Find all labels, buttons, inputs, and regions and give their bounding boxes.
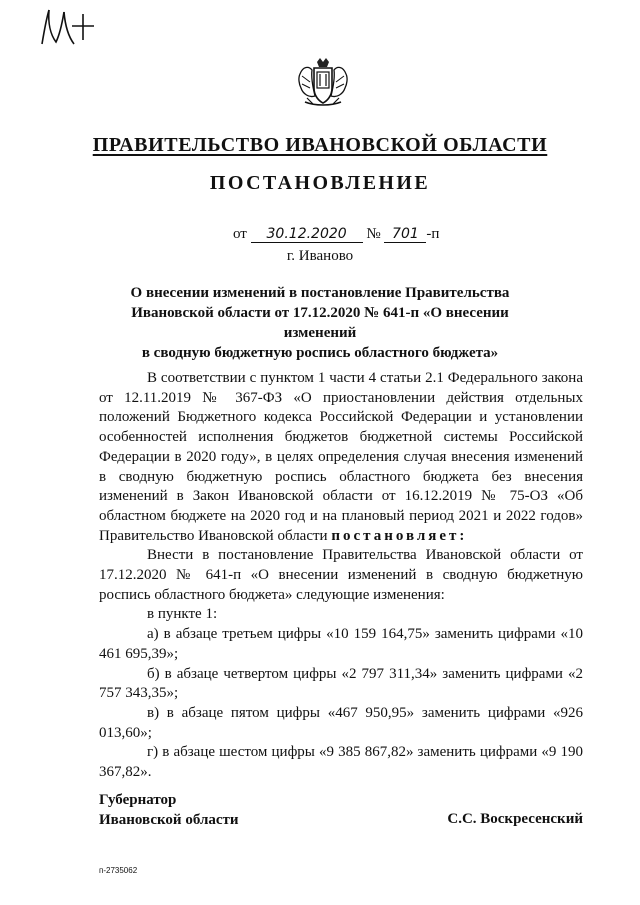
- change-item: г) в абзаце шестом цифры «9 385 867,82» заменить цифрами «9 190 367,82».: [99, 744, 583, 781]
- document-body: [99, 369, 583, 783]
- signatory-title: [99, 790, 339, 830]
- main-clause-paragraph: Внести в постановление Правительства Ивановской области от 17.12.2020 № 641-п «О внесении изменений в сводную бюджетную роспись областного бюджета» следующие изменения:: [99, 547, 583, 603]
- change-item: а) в абзаце третьем цифры «10 159 164,75» заменить цифрами «10 461 695,39»;: [99, 626, 583, 662]
- document-type-title: ПОСТАНОВЛЕНИЕ: [209, 172, 431, 194]
- registration-code: п-2735062: [99, 866, 138, 875]
- heading-line: О внесении изменений в постановление Правительства: [130, 285, 510, 301]
- resolves-word: постановляет:: [331, 527, 468, 544]
- document-heading: [100, 283, 540, 363]
- handwritten-mark: [34, 4, 98, 48]
- coat-of-arms-emblem: [297, 58, 349, 108]
- handwritten-number: 701: [384, 227, 426, 243]
- change-item: б) в абзаце четвертом цифры «2 797 311,34» заменить цифрами «2 757 343,35»;: [99, 665, 583, 702]
- city-line: г. Иваново: [286, 248, 354, 264]
- preamble-text: В соответствии с пунктом 1 части 4 статьи 2.1 Федерального закона от 12.11.2019 № 367-ФЗ «О приостановлении действия отдельных положений Бюджетного кодекса Российской Федерации и установлении особенностей исполнения бюджетов бюджетной системы Российской Федерации в 2020 году», в целях определения случая внесения изменений в сводную бюджетную роспись областного бюджета без внесения изменений в Закон Ивановской области от 16.12.2019 № 75-ОЗ «Об областном бюджете на 2020 год и на плановый период 2021 и 2022 годов» Правительство Ивановской области: [99, 370, 583, 544]
- change-item: в) в абзаце пятом цифры «467 950,95» заменить цифрами «926 013,60»;: [99, 704, 583, 741]
- date-number-line: [233, 226, 493, 243]
- number-suffix: -п: [426, 226, 440, 242]
- signatory-region: Ивановской области: [99, 812, 239, 828]
- heading-line: в сводную бюджетную роспись областного бюджета»: [141, 345, 499, 361]
- point-intro: в пункте 1:: [147, 606, 218, 623]
- number-prefix: №: [366, 226, 381, 242]
- government-title: ПРАВИТЕЛЬСТВО ИВАНОВСКОЙ ОБЛАСТИ: [92, 134, 548, 156]
- signatory-position: Губернатор: [99, 792, 177, 808]
- preamble-paragraph: [99, 369, 583, 546]
- date-prefix: от: [233, 226, 247, 242]
- handwritten-date: 30.12.2020: [251, 227, 363, 243]
- signatory-name: С.С. Воскресенский: [447, 811, 583, 827]
- heading-line: Ивановской области от 17.12.2020 № 641-п «О внесении изменений: [131, 305, 509, 341]
